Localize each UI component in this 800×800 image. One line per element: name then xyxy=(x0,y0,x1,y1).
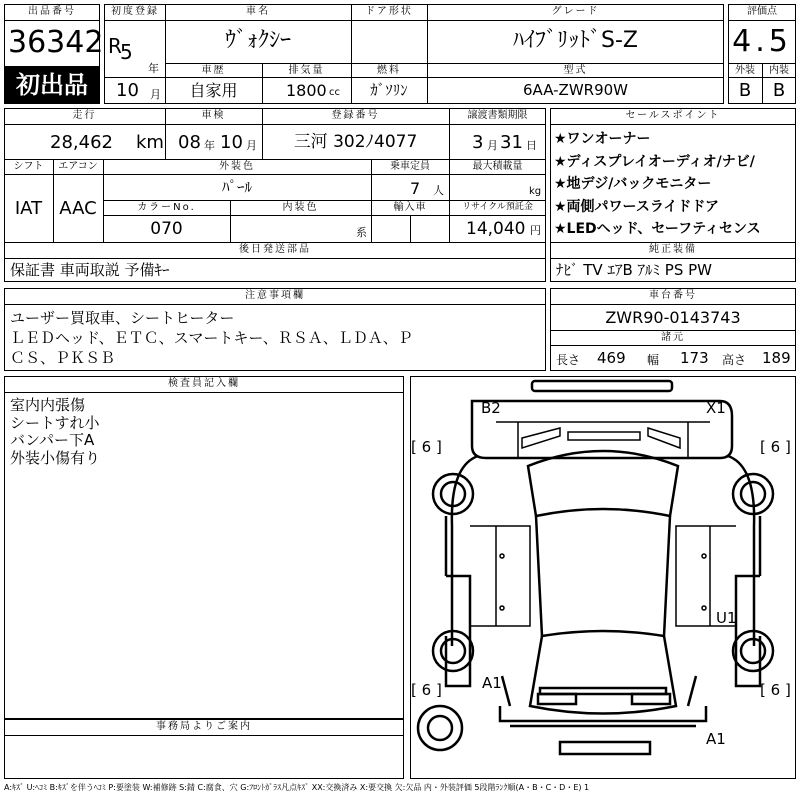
accessories-text: 保証書 車両取説 予備ｷｰ xyxy=(10,261,170,279)
recycle-unit: 円 xyxy=(530,224,541,237)
import-label: 輸入車 xyxy=(393,202,427,213)
displacement-unit: cc xyxy=(329,87,340,98)
lot-number-label: 出品番号 xyxy=(28,6,76,17)
sales-point: ★ワンオーナー xyxy=(554,131,651,147)
width: 173 xyxy=(680,349,709,367)
month-num: 10 xyxy=(116,80,139,101)
max-load-label: 最大積載量 xyxy=(472,161,523,172)
width-label: 幅 xyxy=(647,353,660,367)
color-no-label: カラーNo. xyxy=(137,202,196,213)
transfer-day: 31 xyxy=(500,132,523,153)
office-label: 事務局よりご案内 xyxy=(156,721,252,732)
equipment-label: 純正装備 xyxy=(649,244,697,255)
insp-year: 08 xyxy=(178,132,201,153)
displacement-label: 排気量 xyxy=(288,65,325,76)
inspection-label: 車検 xyxy=(201,110,226,121)
details-table xyxy=(4,108,546,243)
door-label: ドア形状 xyxy=(365,6,413,17)
history: 自家用 xyxy=(189,81,238,100)
sales-points-label: セールスポイント xyxy=(625,110,721,121)
mileage: 28,462 xyxy=(50,132,113,153)
recycle: 14,040 xyxy=(466,219,526,239)
note-line: ユーザー買取車、シートヒーター xyxy=(10,309,235,327)
capacity: 7 xyxy=(410,179,421,198)
capacity-label: 乗車定員 xyxy=(390,161,430,172)
year-unit: 年 xyxy=(148,62,159,75)
tire-tread-bl: [ 6 ] xyxy=(411,681,442,699)
height: 189 xyxy=(762,349,791,367)
chassis-number: ZWR90-0143743 xyxy=(605,308,741,327)
car-diagram xyxy=(410,376,796,779)
era: R xyxy=(108,34,122,58)
insp-month-unit: 月 xyxy=(246,139,257,152)
dims-label: 諸元 xyxy=(661,332,685,343)
sales-point: ★ディスプレイオーディオ/ナビ/ xyxy=(554,153,755,170)
note-line: ＣＳ、ＰＫＳＢ xyxy=(10,349,116,367)
capacity-unit: 人 xyxy=(433,184,444,197)
accessories-label: 後日発送部品 xyxy=(239,244,311,255)
ext-color: ﾊﾟｰﾙ xyxy=(221,178,252,196)
year-num: 5 xyxy=(120,40,133,64)
grade-label: グレード xyxy=(551,6,600,17)
sales-point: ★LEDヘッド、セーフティセンス xyxy=(554,221,761,237)
inspector-label: 検査員記入欄 xyxy=(168,378,240,389)
fuel-label: 燃料 xyxy=(377,65,401,76)
inspector-lines xyxy=(10,397,100,467)
history-label: 車歴 xyxy=(201,65,226,76)
shift: IAT xyxy=(14,198,43,219)
first-listing-badge: 初出品 xyxy=(4,66,100,104)
inspector-line: 外装小傷有り xyxy=(10,448,101,467)
damage-a1-bottom: A1 xyxy=(706,730,726,748)
model-label: 型式 xyxy=(563,65,588,76)
score-label: 評価点 xyxy=(747,6,777,17)
equipment-text: ﾅﾋﾞ TV ｴｱB ｱﾙﾐ PS PW xyxy=(556,261,712,279)
reg-no: 三河 302ﾉ4077 xyxy=(293,132,418,152)
length: 469 xyxy=(597,349,626,367)
inspector-line: シートすれ小 xyxy=(10,413,100,432)
damage-x1: X1 xyxy=(706,399,726,417)
insp-month: 10 xyxy=(220,132,243,153)
length-label: 長さ xyxy=(556,353,581,367)
tire-tread-tl: [ 6 ] xyxy=(411,438,442,456)
transfer-day-unit: 日 xyxy=(526,139,537,152)
ac: AAC xyxy=(59,198,97,219)
first-reg-label: 初度登録 xyxy=(111,6,159,17)
interior-grade: B xyxy=(772,80,786,101)
damage-u1: U1 xyxy=(716,609,737,627)
tire-tread-br: [ 6 ] xyxy=(760,681,791,699)
transfer-label: 譲渡書類期限 xyxy=(467,110,528,121)
damage-a1-front: A1 xyxy=(482,674,502,692)
grade: ﾊｲﾌﾞﾘｯﾄﾞS-Z xyxy=(513,28,638,53)
mileage-label: 走行 xyxy=(72,110,97,121)
fuel: ｶﾞｿﾘﾝ xyxy=(370,81,408,99)
transfer-month: 3 xyxy=(472,132,484,153)
height-label: 高さ xyxy=(722,353,747,367)
insp-year-unit: 年 xyxy=(204,139,215,152)
sales-point: ★地デジ/バックモニター xyxy=(554,176,712,192)
note-line: ＬＥＤヘッド、ＥＴＣ、スマートキー、ＲＳＡ、ＬＤＡ、Ｐ xyxy=(10,329,413,347)
month-unit: 月 xyxy=(150,88,161,101)
transfer-month-unit: 月 xyxy=(487,139,498,152)
ext-color-label: 外装色 xyxy=(219,161,255,172)
inspector-line: 室内内張傷 xyxy=(10,396,86,414)
car-name: ｳﾞｫｸｼｰ xyxy=(224,28,291,53)
sales-point: ★両側パワースライドドア xyxy=(554,198,720,215)
damage-legend: A:ｷｽﾞ U:ﾍｺﾐ B:ｷｽﾞを伴うﾍｺﾐ P:要塗装 W:補修跡 S:錆 C:腐食、穴 G:ﾌﾛﾝﾄｶﾞﾗｽ凡点ｷｽﾞ XX:交換済み X:要交換 欠:欠品 内・外装評価 5段階ﾗﾝｸ順(A・B・C・D・E) 1 xyxy=(4,783,590,792)
tire-tread-tr: [ 6 ] xyxy=(760,438,791,456)
displacement: 1800 xyxy=(286,81,327,100)
chassis-label: 車台番号 xyxy=(649,290,697,301)
color-no: 070 xyxy=(150,219,183,239)
damage-b2: B2 xyxy=(481,399,501,417)
notes-lines xyxy=(10,308,413,368)
lot-number: 36342 xyxy=(8,25,104,60)
reg-no-label: 登録番号 xyxy=(331,110,380,121)
inspector-line: バンパー下A xyxy=(10,431,95,449)
ac-label: エアコン xyxy=(58,161,98,172)
mileage-unit: km xyxy=(136,132,164,153)
score: 4.5 xyxy=(732,24,792,59)
car-name-label: 車名 xyxy=(246,6,270,17)
notes-label: 注意事項欄 xyxy=(245,290,305,301)
exterior-label: 外装 xyxy=(735,65,755,76)
exterior-grade: B xyxy=(738,80,752,101)
sales-points-list xyxy=(554,128,796,241)
model: 6AA-ZWR90W xyxy=(522,81,628,99)
recycle-label: リサイクル預託金 xyxy=(462,202,533,212)
int-color-label: 内装色 xyxy=(282,202,319,213)
shift-label: シフト xyxy=(13,161,44,172)
max-load-unit: kg xyxy=(529,186,542,197)
interior-label: 内装 xyxy=(769,65,789,76)
int-color-unit: 系 xyxy=(356,226,367,239)
